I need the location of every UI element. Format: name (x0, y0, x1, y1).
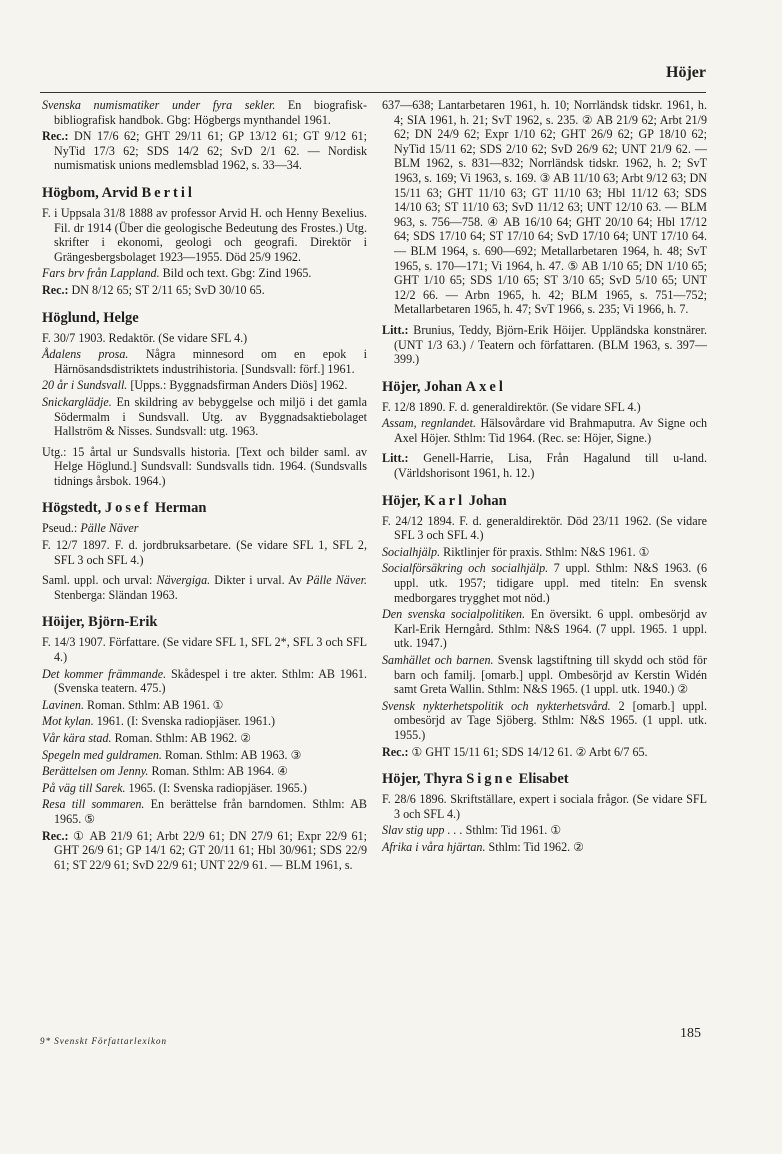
work-listing (42, 714, 367, 729)
work-title: Det kommer främmande. (42, 666, 167, 681)
running-head: Höjer (666, 64, 706, 81)
work-listing (382, 416, 707, 445)
work-title: Svensk nykterhetspolitik och nykterhetsvård. (382, 698, 611, 713)
work-title: Afrika i våra hjärtan. (382, 839, 486, 854)
heading-name: Högbom, Arvid (42, 184, 142, 201)
page-header (40, 60, 706, 93)
work-details: Roman. Sthlm: AB 1963. ③ (161, 747, 302, 762)
heading-name: Höjer, (382, 492, 425, 509)
heading-given-name: Bertil (141, 184, 195, 201)
work-details: En skildring av bebyggelse och miljö i det gamla Södermalm i Sundsvall. Utg. av Byggnadsaktiebolaget Hallström & Nisses. Sundsvall: utg. 1963. (54, 394, 367, 439)
right-column (382, 98, 707, 867)
entry-hojer-signe (382, 771, 707, 854)
work-title: Snickarglädje. (42, 394, 112, 409)
work-details: Roman. Sthlm: AB 1962. ② (111, 731, 252, 745)
entry-hoijer-bjorn-erik (42, 614, 367, 872)
biography: F. 12/7 1897. F. d. jordbruksarbetare. (Se vidare SFL 1, SFL 2, SFL 3 och SFL 4.) (42, 538, 367, 567)
work-listing (42, 266, 367, 281)
work-listing (42, 748, 367, 763)
work-listing (42, 378, 367, 393)
entry-heading (42, 500, 367, 517)
work-title: Den svenska socialpolitiken. (382, 607, 526, 622)
work-details: Svensk lagstiftning till skydd och stöd för barn och familj. [omarb.] uppl. Ombesörjd av Kerstin Widén samt Greta Wallin. Sthlm: N&S 1965. (1 uppl. utk. 1940.) ② (394, 653, 707, 697)
entry-hojer-karl-johan (382, 493, 707, 760)
entry-hogbom (42, 185, 367, 298)
work-listing (42, 797, 367, 826)
review-continuation: 637—638; Lantarbetaren 1961, h. 10; Norrländsk tidskr. 1961, h. 4; SIA 1961, h. 21; SvT 1962, s. 235. ② AB 21/9 62; Arbt 21/9 62; DN 24/9 62; Expr 1/10 62; GHT 26/9 62; GP 18/10 62; NyTid 15/11 62; SDS 2/10 62; SvD 26/9 62; UNT 21/9 62. — BLM 1962, s. 831—832; Norrländsk tidskr. 1962, h. 2; SvT 1963, s. 169; Vi 1963, s. 169. ③ AB 11/10 63; Arbt 9/12 63; DN 15/11 63; GHT 11/10 63; GT 11/10 63; Hbl 11/12 63; SDS 14/10 63; ST 11/10 63; SvD 11/12 63; UNT 12/10 63. — BLM 963, s. 756—758. ④ AB 16/10 64; GHT 20/10 64; Hbl 17/12 64; SDS 17/10 64; ST 17/10 64; SvD 17/10 64; UNT 17/10 64. — BLM 1964, s. 690—692; Metallarbetaren 1964, h. 48; SvT 1965, s. 170—171; Vi 1964, h. 47. ⑤ AB 1/10 65; DN 1/10 65; GHT 1/10 65; SDS 1/10 65; ST 3/10 65; SvD 5/10 65; UNT 12/2 66. — Arbn 1965, h. 42; BLM 1965, s. 751—752; Metallarbetaren 1965, h. 47; SvT 1966, s. 235; Vi 1966, h. 7. (382, 98, 707, 317)
entry-hojer-johan-axel (382, 379, 707, 481)
work-title: Nävergiga. (156, 573, 211, 588)
pseud-name: Pälle Näver. (306, 573, 367, 588)
biography: F. 24/12 1894. F. d. generaldirektör. Död 23/11 1962. (Se vidare SFL 3 och SFL 4.) (382, 513, 707, 543)
review-listing (42, 829, 367, 873)
review-listing (382, 745, 707, 760)
work-details: En översikt. 6 uppl. ombesörjd av Karl-Erik Herngård. Sthlm: N&S 1964. (7 uppl. 1965. 1 uppl. utk. 1947.) (394, 607, 707, 651)
heading-given-name: Signe (466, 771, 516, 788)
literature-text: Brunius, Teddy, Björn-Erik Höijer. Uppländska konstnärer. (UNT 1/3 63.) / Teatern och författaren. (BLM 1963, s. 397—399.) (394, 322, 707, 367)
work-title: Ådalens prosa. (42, 347, 129, 362)
work-listing (42, 98, 367, 127)
heading-name: Höjer, Thyra (382, 771, 467, 788)
work-title: Berättelsen om Jenny. (42, 764, 149, 779)
work-listing (382, 840, 707, 855)
entry-heading: Höijer, Björn-Erik (42, 614, 158, 631)
work-details: Bild och text. Gbg: Zind 1965. (159, 266, 312, 281)
work-details: [Upps.: Byggnadsfirman Anders Diös] 1962. (127, 378, 348, 393)
saml-text: Saml. uppl. och urval: (42, 573, 157, 588)
work-listing (382, 699, 707, 743)
work-details: En biografisk-bibliografisk handbok. Gbg: Högbergs mynthandel 1961. (54, 98, 367, 127)
review-text: ① GHT 15/11 61; SDS 14/12 61. ② Arbt 6/7 65. (408, 744, 648, 759)
review-text: ① AB 21/9 61; Arbt 22/9 61; DN 27/9 61; Expr 22/9 61; GHT 26/9 61; GP 14/1 62; GT 20/11 61; Hbl 30/961; SDS 22/9 61; ST 22/9 61; SvD 22/9 61; UNT 22/9 61. — BLM 1961, s. (54, 828, 367, 872)
review-listing (42, 129, 367, 173)
saml-text: Dikter i urval. Av (210, 573, 307, 588)
biography: F. 12/8 1890. F. d. generaldirektör. (Se vidare SFL 4.) (382, 399, 641, 414)
work-title: Spegeln med guldramen. (42, 747, 162, 762)
rec-label: Rec.: (382, 744, 409, 759)
work-details: Riktlinjer för praxis. Sthlm: N&S 1961. ① (440, 544, 650, 559)
litt-label: Litt.: (382, 451, 409, 466)
signature-mark: 9* Svenskt Författarlexikon (40, 1036, 167, 1046)
literature-listing (382, 323, 707, 367)
heading-name: Högstedt, (42, 500, 105, 517)
work-listing (382, 545, 707, 560)
rec-label: Rec.: (42, 129, 69, 144)
heading-given-name: Axel (465, 378, 506, 395)
work-listing (382, 607, 707, 651)
heading-name-rest: Herman (151, 500, 207, 517)
entry-heading: Höglund, Helge (42, 309, 139, 326)
heading-name-rest: Johan (465, 492, 507, 509)
pseud-name: Pälle Näver (80, 521, 139, 536)
left-column (42, 98, 367, 884)
pseudonym (42, 521, 367, 536)
page-number: 185 (680, 1026, 701, 1041)
work-listing (42, 667, 367, 696)
work-details: 1965. (I: Svenska radiopjäser. 1965.) (125, 780, 307, 795)
heading-name: Höjer, Johan (382, 378, 466, 395)
work-title: Slav stig upp . . . (382, 823, 463, 838)
work-details: 2 [omarb.] uppl. ombesörjd av Tage Sjöberg. Sthlm: N&S 1965. (1 uppl. utk. 1955.) (394, 698, 707, 742)
review-listing (42, 283, 367, 298)
work-details: 7 uppl. Sthlm: N&S 1963. (6 uppl. utk. 1957; tidigare uppl. med titeln: En svensk medborgares trygghet mot nöd.) (394, 561, 708, 605)
work-listing (42, 731, 367, 746)
heading-given-name: Josef (104, 500, 152, 517)
review-text: DN 17/6 62; GHT 29/11 61; GP 13/12 61; GT 9/12 61; NyTid 17/3 62; SDS 14/2 62; SvD 2/1 62. — Nordisk numismatisk unions medlemsblad 1962, s. 33—34. (54, 129, 367, 173)
work-title: Socialhjälp. (382, 544, 441, 559)
work-title: Lavinen. (42, 697, 84, 712)
pseud-label: Pseud.: (42, 521, 81, 536)
work-title: Resa till sommaren. (42, 797, 145, 812)
work-listing (382, 561, 707, 605)
work-details: Några minnesord om en epok i Härnösandsdistriktets industrihistoria. [Sundsvall: förf.] 1961. (54, 347, 367, 376)
work-details: 1961. (I: Svenska radiopjäser. 1961.) (93, 714, 276, 729)
work-title: Socialförsäkring och socialhjälp. (382, 561, 549, 576)
work-title: Fars brv från Lappland. (42, 266, 160, 281)
entry-heading (382, 771, 707, 788)
work-details: Hälsovårdare vid Brahmaputra. Av Signe och Axel Höjer. Sthlm: Tid 1964. (Rec. se: Höjer, Signe.) (394, 416, 707, 445)
literature-text: Genell-Harrie, Lisa, Från Hagalund till u-land. (Världshorisont 1961, h. 12.) (394, 451, 707, 481)
work-details: Sthlm: Tid 1962. ② (485, 839, 585, 854)
biography: F. i Uppsala 31/8 1888 av professor Arvid H. och Henny Bexelius. Fil. dr 1914 (Über die geologische Bedeutung des Frostes.) Utg. skrifter i ekonomi, geologi och geografi. Direktör i Grängesbergsbolaget 1923—1955. Död 25/9 1962. (42, 205, 367, 264)
literature-listing (382, 451, 707, 480)
entry-continuation (42, 98, 367, 173)
biography: F. 28/6 1896. Skriftställare, expert i sociala frågor. (Se vidare SFL 3 och SFL 4.) (382, 792, 707, 821)
work-listing (42, 764, 367, 779)
entry-hoijer-continued (382, 98, 707, 367)
work-title: Samhället och barnen. (382, 653, 494, 667)
review-text: DN 8/12 65; ST 2/11 65; SvD 30/10 65. (68, 282, 265, 297)
biography: F. 14/3 1907. Författare. (Se vidare SFL 1, SFL 2*, SFL 3 och SFL 4.) (42, 635, 367, 665)
work-title: På väg till Sarek. (42, 780, 126, 795)
work-title: Assam, regnlandet. (382, 416, 477, 431)
rec-label: Rec.: (42, 828, 69, 843)
work-title: Mot kylan. (42, 714, 94, 729)
work-title: Vår kära stad. (42, 731, 112, 745)
entry-hoglund (42, 310, 367, 489)
work-details: Roman. Sthlm: AB 1961. ① (84, 697, 224, 712)
heading-given-name: Karl (424, 492, 466, 509)
rec-label: Rec.: (42, 282, 69, 297)
work-listing (382, 653, 707, 697)
work-title: 20 år i Sundsvall. (42, 378, 128, 393)
edited-works: Utg.: 15 årtal ur Sundsvalls historia. [Text och bilder saml. av Helge Höglund.] Sundsvall: Sundsvalls tidn. 1964. (Sundsvalls tidnings årsbok. 1964.) (42, 444, 367, 488)
heading-name-rest: Elisabet (515, 771, 569, 788)
entry-heading (382, 379, 707, 396)
work-listing (42, 698, 367, 713)
work-title: Svenska numismatiker under fyra sekler. (42, 98, 276, 112)
work-details: Skådespel i tre akter. Sthlm: AB 1961. (Svenska teatern. 475.) (54, 666, 368, 696)
collected-works (42, 573, 367, 602)
work-listing (382, 823, 707, 838)
work-listing (42, 395, 367, 439)
entry-heading (382, 493, 707, 510)
work-details: Roman. Sthlm: AB 1964. ④ (148, 764, 288, 779)
work-listing (42, 347, 367, 376)
biography: F. 30/7 1903. Redaktör. (Se vidare SFL 4.) (42, 330, 248, 345)
work-details: En berättelse från barndomen. Sthlm: AB 1965. ⑤ (54, 797, 367, 826)
work-details: Sthlm: Tid 1961. ① (462, 823, 562, 838)
entry-heading (42, 185, 367, 202)
litt-label: Litt.: (382, 322, 409, 337)
saml-text: Stenberga: Sländan 1963. (54, 587, 178, 602)
entry-hogstedt (42, 500, 367, 602)
work-listing (42, 781, 367, 796)
